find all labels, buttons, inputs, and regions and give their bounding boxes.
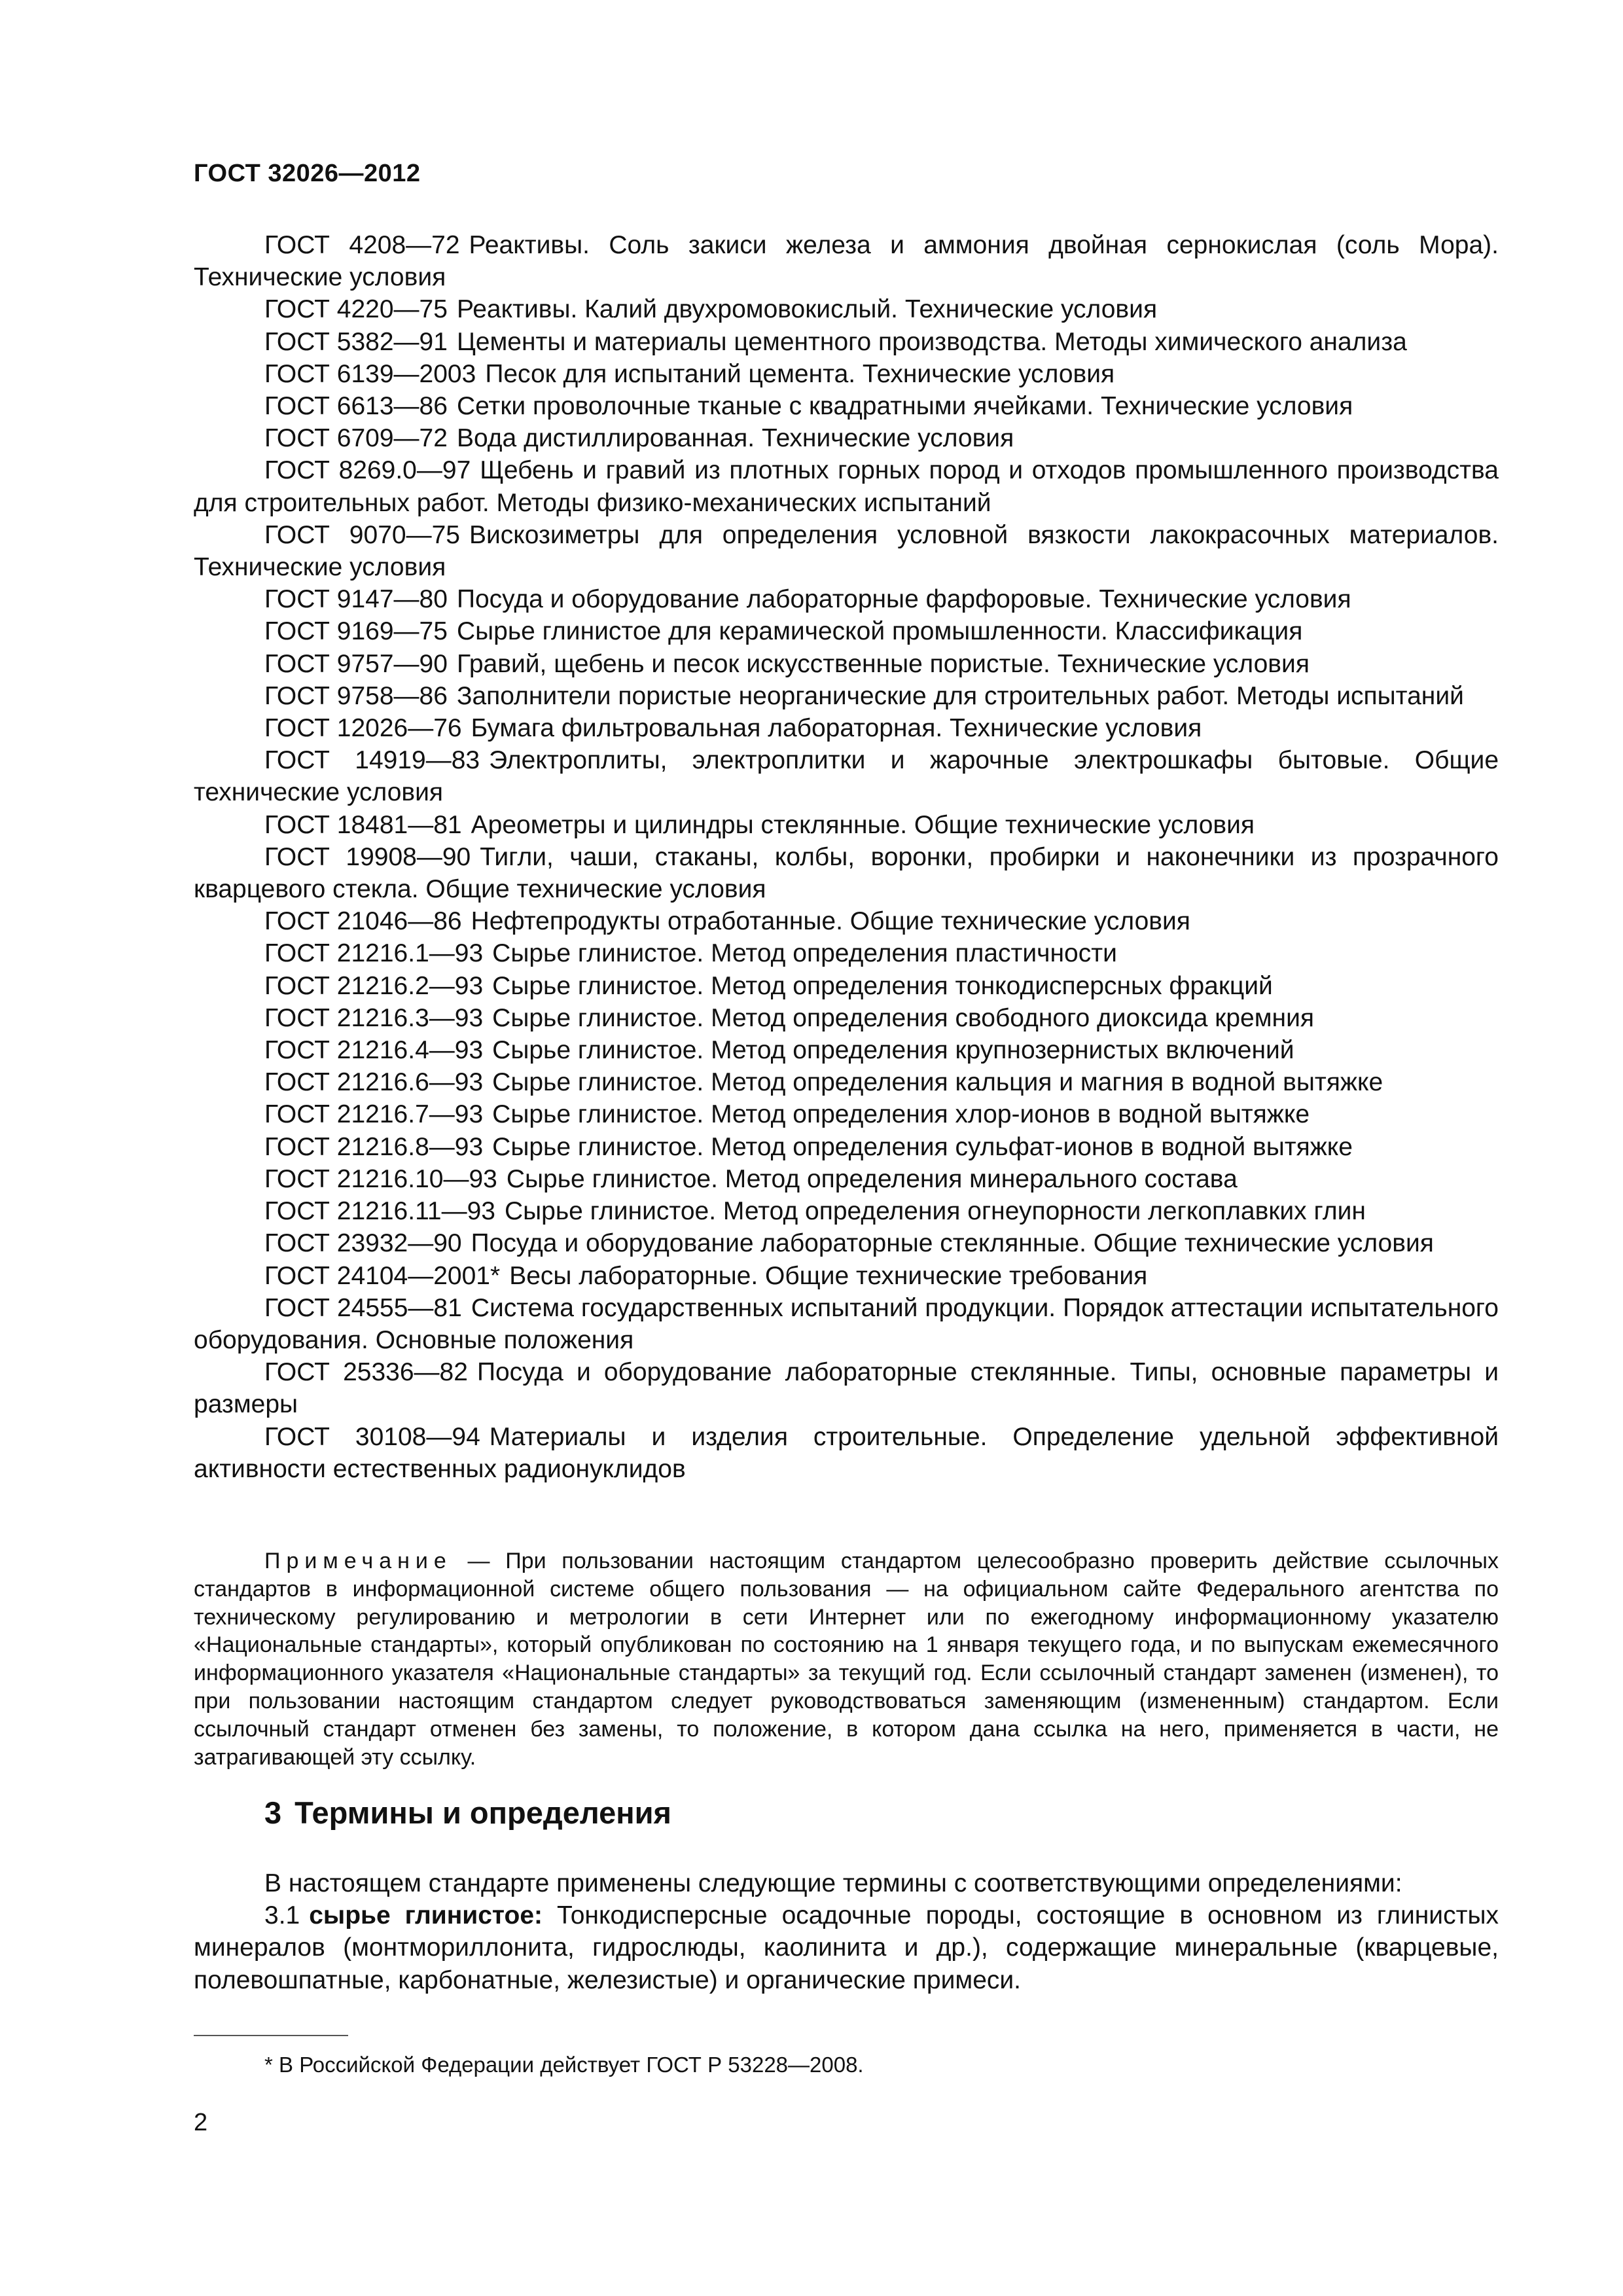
note-label: Примечание xyxy=(264,1549,452,1573)
reference-item xyxy=(194,1034,1499,1066)
reference-code: ГОСТ 24555—81 xyxy=(264,1293,462,1322)
reference-code: ГОСТ 9758—86 xyxy=(264,681,448,710)
reference-code: ГОСТ 6139—2003 xyxy=(264,359,476,388)
reference-title: Щебень и гравий из плотных горных пород и отходов промышленного производства для строительных работ. Методы физико-механических испытаний xyxy=(194,456,1499,517)
reference-item xyxy=(194,1098,1499,1130)
reference-title: Сырье глинистое. Метод определения крупнозернистых включений xyxy=(492,1036,1294,1065)
reference-code: ГОСТ 24104—2001* xyxy=(264,1261,501,1290)
reference-item xyxy=(194,390,1499,422)
reference-item xyxy=(194,422,1499,454)
document-header: ГОСТ 32026—2012 xyxy=(194,160,421,187)
reference-code: ГОСТ 21216.2—93 xyxy=(264,971,484,1000)
reference-title: Сырье глинистое. Метод определения пластичности xyxy=(492,939,1117,968)
reference-item xyxy=(194,1356,1499,1420)
reference-title: Посуда и оборудование лабораторные стеклянные. Общие технические условия xyxy=(471,1229,1434,1258)
reference-code: ГОСТ 6613—86 xyxy=(264,392,448,421)
reference-code: ГОСТ 4220—75 xyxy=(264,295,448,324)
reference-code: ГОСТ 25336—82 xyxy=(264,1358,468,1387)
reference-item xyxy=(194,1227,1499,1259)
reference-title: Система государственных испытаний продукции. Порядок аттестации испытательного оборудования. Основные положения xyxy=(194,1293,1499,1354)
reference-title: Материалы и изделия строительные. Определение удельной эффективной активности естественных радионуклидов xyxy=(194,1422,1499,1483)
reference-item xyxy=(194,1421,1499,1485)
reference-item xyxy=(194,937,1499,969)
reference-title: Сырье глинистое. Метод определения огнеупорности легкоплавких глин xyxy=(504,1197,1366,1226)
reference-item xyxy=(194,1292,1499,1356)
reference-item xyxy=(194,841,1499,905)
reference-code: ГОСТ 9070—75 xyxy=(264,520,460,549)
reference-title: Посуда и оборудование лабораторные фарфоровые. Технические условия xyxy=(456,585,1351,614)
reference-title: Реактивы. Калий двухромовокислый. Технические условия xyxy=(456,295,1158,324)
reference-item xyxy=(194,712,1499,744)
reference-item xyxy=(194,744,1499,808)
reference-title: Электроплиты, электроплитки и жарочные электрошкафы бытовые. Общие технические условия xyxy=(194,746,1499,807)
reference-title: Сырье глинистое для керамической промышленности. Классификация xyxy=(456,617,1303,646)
section-heading xyxy=(264,1795,671,1831)
reference-code: ГОСТ 9147—80 xyxy=(264,585,448,614)
reference-item xyxy=(194,293,1499,325)
reference-title: Вискозиметры для определения условной вязкости лакокрасочных материалов. Технические условия xyxy=(194,520,1499,582)
reference-code: ГОСТ 9169—75 xyxy=(264,617,448,646)
reference-code: ГОСТ 21216.10—93 xyxy=(264,1164,497,1193)
reference-title: Вода дистиллированная. Технические условия xyxy=(456,424,1014,453)
reference-title: Сырье глинистое. Метод определения хлор-ионов в водной вытяжке xyxy=(492,1100,1310,1129)
reference-item xyxy=(194,1195,1499,1227)
reference-code: ГОСТ 9757—90 xyxy=(264,649,448,678)
reference-title: Бумага фильтровальная лабораторная. Технические условия xyxy=(471,714,1202,743)
term-number: 3.1 xyxy=(264,1901,300,1930)
reference-title: Сырье глинистое. Метод определения минерального состава xyxy=(506,1164,1238,1193)
reference-item xyxy=(194,970,1499,1002)
reference-item xyxy=(194,1002,1499,1034)
reference-code: ГОСТ 23932—90 xyxy=(264,1229,462,1258)
terms-intro: В настоящем стандарте применены следующие термины с соответствующими определениями: xyxy=(264,1869,1402,1897)
reference-item xyxy=(194,648,1499,680)
reference-code: ГОСТ 14919—83 xyxy=(264,746,480,775)
reference-item xyxy=(194,326,1499,358)
terms-body xyxy=(194,1867,1499,1996)
reference-title: Сырье глинистое. Метод определения сульфат-ионов в водной вытяжке xyxy=(492,1132,1353,1161)
reference-item xyxy=(194,1163,1499,1195)
reference-title: Реактивы. Соль закиси железа и аммония двойная сернокислая (соль Мора). Технические условия xyxy=(194,231,1499,292)
footnote-divider xyxy=(194,2035,348,2036)
reference-title: Весы лабораторные. Общие технические требования xyxy=(509,1261,1148,1290)
reference-code: ГОСТ 21216.3—93 xyxy=(264,1003,484,1032)
reference-code: ГОСТ 21216.8—93 xyxy=(264,1132,484,1161)
reference-item xyxy=(194,1131,1499,1163)
reference-code: ГОСТ 6709—72 xyxy=(264,424,448,453)
reference-item xyxy=(194,809,1499,841)
term-name: сырье глинистое: xyxy=(309,1901,543,1930)
reference-code: ГОСТ 21046—86 xyxy=(264,907,462,936)
reference-title: Сырье глинистое. Метод определения свободного диоксида кремния xyxy=(492,1003,1314,1032)
reference-item xyxy=(194,905,1499,937)
reference-title: Сырье глинистое. Метод определения кальция и магния в водной вытяжке xyxy=(492,1068,1383,1097)
reference-code: ГОСТ 5382—91 xyxy=(264,327,448,356)
reference-code: ГОСТ 8269.0—97 xyxy=(264,456,471,485)
reference-title: Тигли, чаши, стаканы, колбы, воронки, пробирки и наконечники из прозрачного кварцевого стекла. Общие технические условия xyxy=(194,842,1499,904)
reference-code: ГОСТ 30108—94 xyxy=(264,1422,480,1451)
reference-title: Сетки проволочные тканые с квадратными ячейками. Технические условия xyxy=(456,392,1353,421)
note-paragraph xyxy=(194,1547,1499,1771)
reference-item xyxy=(194,519,1499,583)
reference-code: ГОСТ 21216.6—93 xyxy=(264,1068,484,1097)
reference-title: Заполнители пористые неорганические для строительных работ. Методы испытаний xyxy=(456,681,1464,710)
reference-code: ГОСТ 18481—81 xyxy=(264,810,462,839)
reference-title: Сырье глинистое. Метод определения тонкодисперсных фракций xyxy=(492,971,1273,1000)
reference-item xyxy=(194,358,1499,390)
footnote: * В Российской Федерации действует ГОСТ Р 53228—2008. xyxy=(264,2053,864,2077)
note-text: — При пользовании настоящим стандартом целесообразно проверить действие ссылочных стандартов в информационной системе общего пользования — на официальном сайте Федерального агентства по техническому регулированию и метрологии в сети Интернет или по ежегодному информационному указателю «Национальные стандарты», который опубликован по состоянию на 1 января текущего года, и по выпускам ежемесячного информационного указателя «Национальные стандарты» за текущий год. Если ссылочный стандарт заменен (изменен), то при пользовании настоящим стандартом следует руководствоваться заменяющим (измененным) стандартом. Если ссылочный стандарт отменен без замены, то положение, в котором дана ссылка на него, применяется в части, не затрагивающей эту ссылку. xyxy=(194,1549,1499,1770)
reference-item xyxy=(194,680,1499,712)
reference-code: ГОСТ 12026—76 xyxy=(264,714,462,743)
reference-item xyxy=(194,1066,1499,1098)
reference-title: Нефтепродукты отработанные. Общие технические условия xyxy=(471,907,1190,936)
reference-code: ГОСТ 21216.1—93 xyxy=(264,939,484,968)
term-definition-text: Тонкодисперсные осадочные породы, состоящие в основном из глинистых минералов (монтмориллонита, гидрослюды, каолинита и др.), содержащие минеральные (кварцевые, полевошпатные, карбонатные, железистые) и органические примеси. xyxy=(194,1901,1499,1994)
section-number: 3 xyxy=(264,1795,282,1830)
section-title: Термины и определения xyxy=(294,1795,671,1830)
reference-code: ГОСТ 21216.11—93 xyxy=(264,1197,495,1226)
reference-code: ГОСТ 19908—90 xyxy=(264,842,471,871)
reference-item xyxy=(194,583,1499,615)
term-definition xyxy=(194,1899,1499,1996)
reference-title: Цементы и материалы цементного производства. Методы химического анализа xyxy=(456,327,1407,356)
reference-title: Песок для испытаний цемента. Технические условия xyxy=(485,359,1115,388)
reference-title: Гравий, щебень и песок искусственные пористые. Технические условия xyxy=(456,649,1310,678)
reference-item xyxy=(194,229,1499,293)
reference-title: Ареометры и цилиндры стеклянные. Общие технические условия xyxy=(471,810,1255,839)
reference-code: ГОСТ 21216.7—93 xyxy=(264,1100,484,1129)
page-number: 2 xyxy=(194,2109,208,2136)
normative-references-list xyxy=(194,229,1499,1485)
reference-item xyxy=(194,1260,1499,1292)
reference-title: Посуда и оборудование лабораторные стеклянные. Типы, основные параметры и размеры xyxy=(194,1358,1499,1419)
reference-code: ГОСТ 21216.4—93 xyxy=(264,1036,484,1065)
reference-code: ГОСТ 4208—72 xyxy=(264,231,460,259)
reference-item xyxy=(194,615,1499,647)
reference-item xyxy=(194,454,1499,518)
